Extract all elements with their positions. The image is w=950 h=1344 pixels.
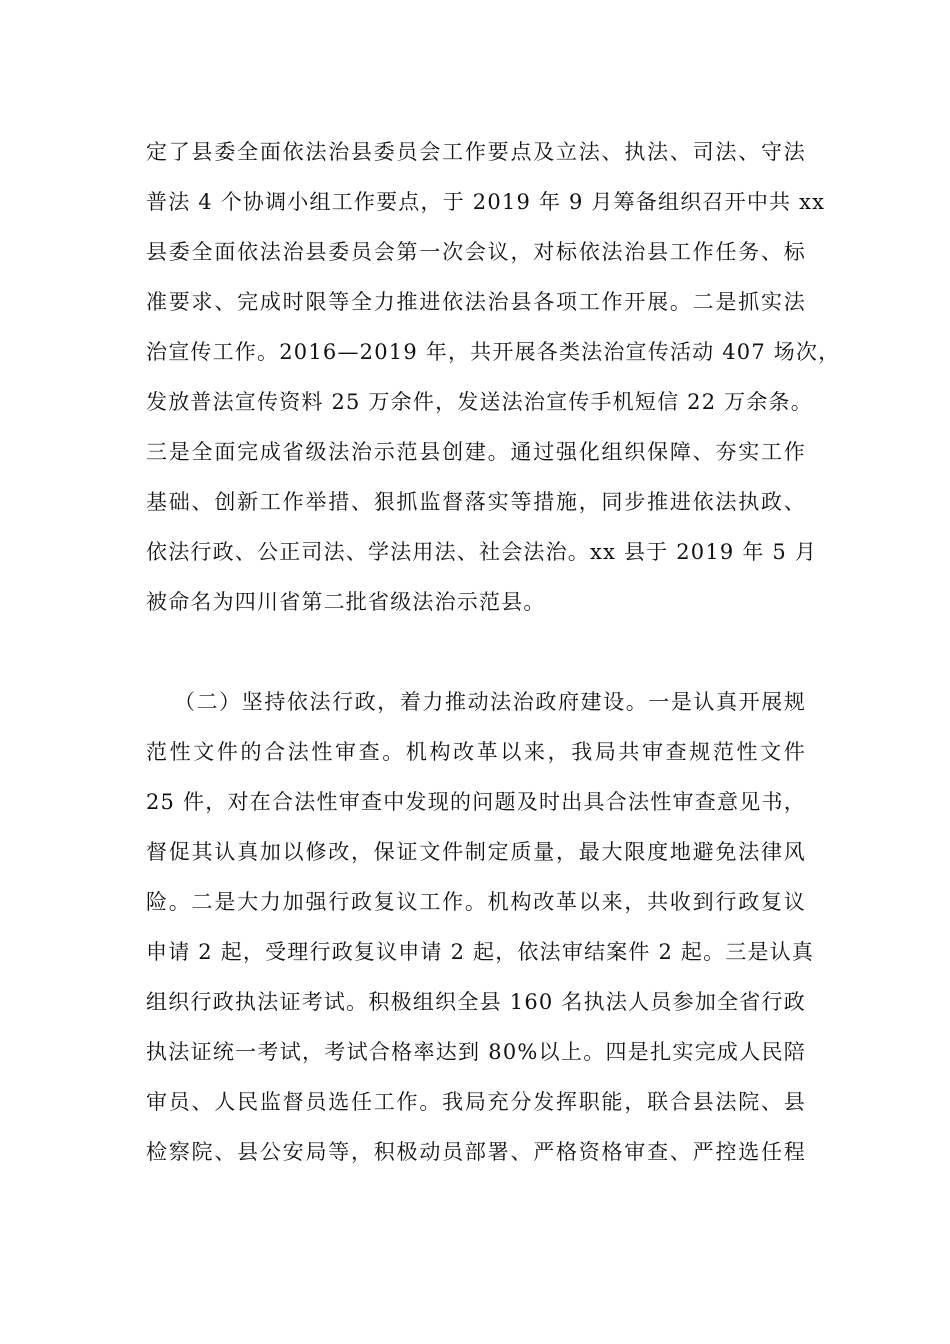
paragraph-2: [146, 677, 815, 1177]
paragraph-line: 组织行政执法证考试。积极组织全县 160 名执法人员参加全省行政: [146, 990, 806, 1014]
paragraph-line: 县委全面依法治县委员会第一次会议，对标依法治县工作任务、标: [146, 240, 806, 264]
paragraph-line: 定了县委全面依法治县委员会工作要点及立法、执法、司法、守法: [146, 140, 806, 164]
paragraph-line: 三是全面完成省级法治示范县创建。通过强化组织保障、夯实工作: [146, 440, 806, 464]
paragraph-line: 准要求、完成时限等全力推进依法治县各项工作开展。二是抓实法: [146, 290, 806, 314]
paragraph-line: 范性文件的合法性审查。机构改革以来，我局共审查规范性文件: [146, 740, 806, 764]
paragraph-line: 审员、人民监督员选任工作。我局充分发挥职能，联合县法院、县: [146, 1090, 806, 1114]
paragraph-line: 普法 4 个协调小组工作要点，于 2019 年 9 月筹备组织召开中共 xx: [146, 190, 826, 214]
paragraph-line: 督促其认真加以修改，保证文件制定质量，最大限度地避免法律风: [146, 840, 806, 864]
paragraph-line: 发放普法宣传资料 25 万余件，发送法治宣传手机短信 22 万余条。: [146, 390, 813, 414]
paragraph-line-last: 被命名为四川省第二批省级法治示范县。: [146, 590, 546, 614]
paragraph-line: 25 件，对在合法性审查中发现的问题及时出具合法性审查意见书，: [146, 790, 806, 814]
paragraph-line: 申请 2 起，受理行政复议申请 2 起，依法审结案件 2 起。三是认真: [146, 940, 815, 964]
paragraph-1: [146, 127, 841, 627]
paragraph-line: 治宣传工作。2016—2019 年，共开展各类法治宣传活动 407 场次，: [146, 340, 841, 364]
paragraph-line: 执法证统一考试，考试合格率达到 80%以上。四是扎实完成人民陪: [146, 1040, 806, 1064]
paragraph-line: 依法行政、公正司法、学法用法、社会法治。xx 县于 2019 年 5 月: [146, 540, 818, 564]
paragraph-line: 基础、创新工作举措、狠抓监督落实等措施，同步推进依法执政、: [146, 490, 806, 514]
paragraph-line-first: （二）坚持依法行政，着力推动法治政府建设。一是认真开展规: [174, 690, 806, 714]
paragraph-line: 险。二是大力加强行政复议工作。机构改革以来，共收到行政复议: [146, 890, 806, 914]
paragraph-line: 检察院、县公安局等，积极动员部署、严格资格审查、严控选任程: [146, 1140, 806, 1164]
